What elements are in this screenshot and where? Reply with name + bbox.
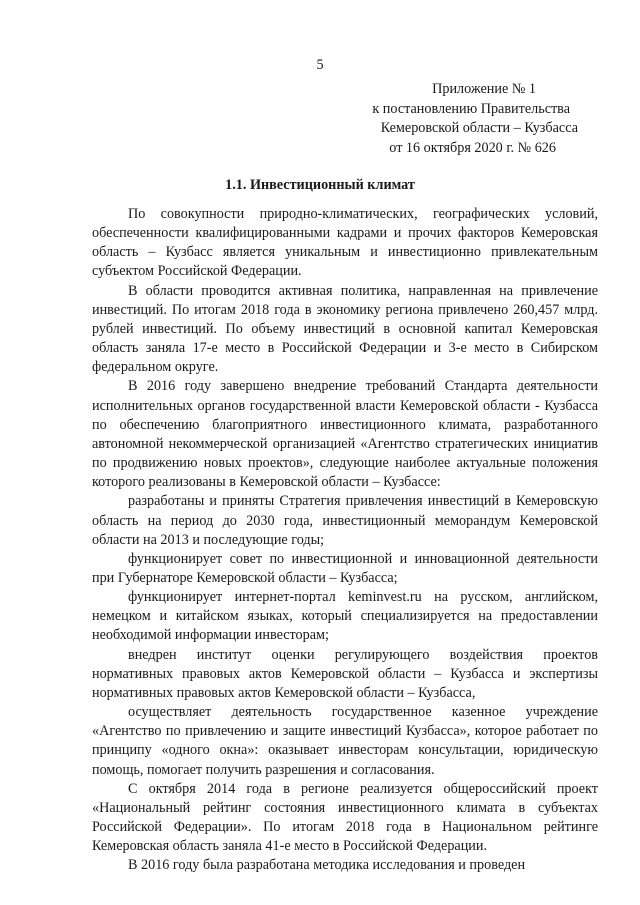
paragraph: разработаны и приняты Стратегия привлечения инвестиций в Кемеровскую область на период до 2030 года, инвестиционный меморандум Кемеровской области на 2013 и последующие годы;: [92, 493, 598, 548]
page-number: 5: [316, 57, 324, 73]
paragraph: функционирует совет по инвестиционной и инновационной деятельности при Губернаторе Кемеровской области – Кузбасса;: [92, 550, 598, 586]
paragraph: С октября 2014 года в регионе реализуется общероссийский проект «Национальный рейтинг состояния инвестиционного климата в субъектах Российской Федерации». По итогам 2018 года в Национальном рейтинге Кемеровская область заняла 41-е место в Российской Федерации.: [92, 780, 598, 855]
paragraph: В 2016 году завершено внедрение требований Стандарта деятельности исполнительных органов государственной власти Кемеровской области - Кузбасса по обеспечению благоприятного инвестиционного климата, разработанного автономной некоммерческой организацией «Агентство стратегических инициатив по продвижению новых проектов», следующие наиболее актуальные положения которого реализованы в Кемеровской области – Кузбассе:: [92, 378, 598, 491]
body-text: [92, 205, 598, 875]
paragraph: По совокупности природно-климатических, географических условий, обеспеченности квалифицированными кадрами и прочих факторов Кемеровская область – Кузбасс является уникальным и инвестиционно привлекательным субъектом Российской Федерации.: [92, 206, 598, 280]
paragraph: функционирует интернет-портал keminvest.ru на русском, английском, немецком и китайском языках, который специализируется на предоставлении необходимой информации инвесторам;: [92, 589, 598, 644]
appendix-line-2: к постановлению Правительства: [372, 100, 570, 117]
paragraph: В области проводится активная политика, направленная на привлечение инвестиций. По итогам 2018 года в экономику региона привлечено 260,457 млрд. рублей инвестиций. По объему инвестиций в основной капитал Кемеровская область заняла 17-е место в Российской Федерации и 3-е место в Сибирском федеральном округе.: [92, 282, 598, 376]
paragraph: осуществляет деятельность государственное казенное учреждение «Агентство по привлечению и защите инвестиций Кузбасса», которое работает по принципу «одного окна»: оказывает инвесторам консультации, юридическую помощь, помогает получить разрешения и согласования.: [92, 704, 598, 778]
paragraph: В 2016 году была разработана методика исследования и проведен: [128, 857, 526, 874]
appendix-line-3: Кемеровской области – Кузбасса: [380, 120, 578, 137]
appendix-line-4: от 16 октября 2020 г. № 626: [389, 139, 556, 156]
section-heading: 1.1. Инвестиционный климат: [225, 177, 415, 193]
paragraph: внедрен институт оценки регулирующего воздействия проектов нормативных правовых актов Кемеровской области – Кузбасса и экспертизы нормативных правовых актов Кемеровской области – Кузбасса,: [92, 646, 598, 701]
appendix-block: [278, 80, 578, 158]
appendix-line-1: Приложение № 1: [432, 81, 536, 97]
